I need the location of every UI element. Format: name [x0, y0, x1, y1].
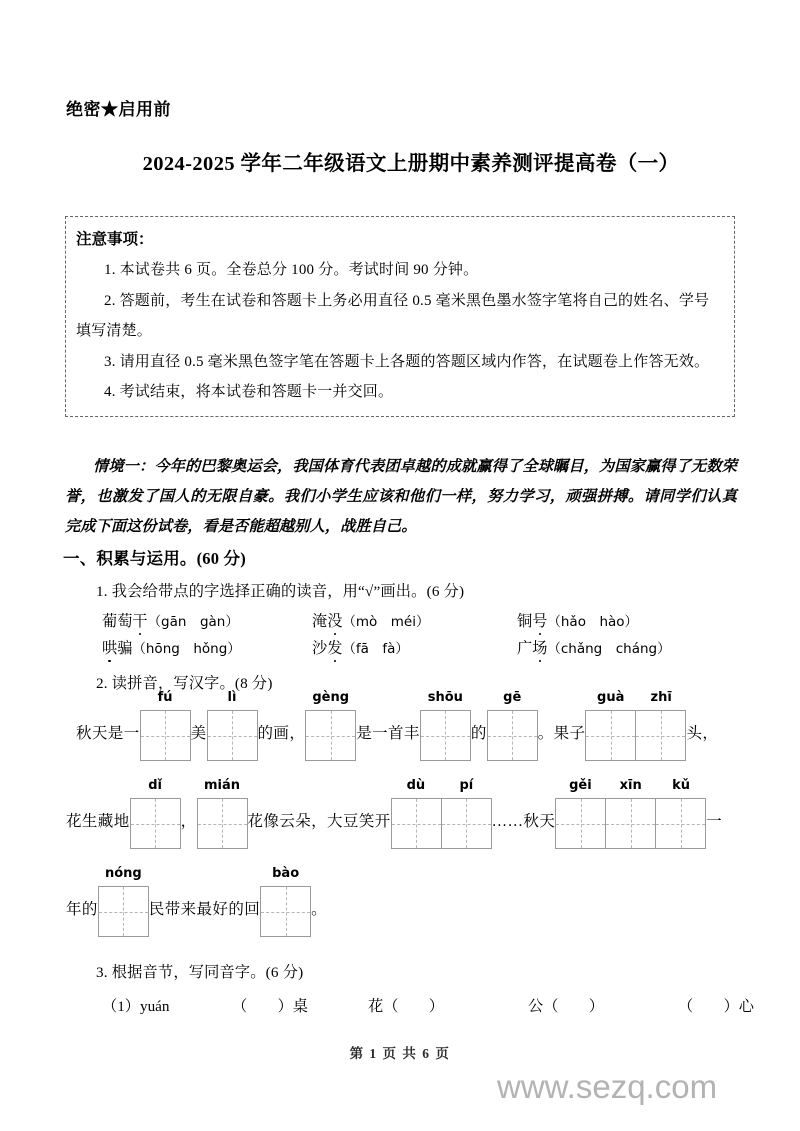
q1-pinyin-options[interactable]: （chǎng cháng） — [547, 641, 671, 657]
q2-answer-grid[interactable] — [197, 778, 248, 849]
q2-pinyin-syllable: nóng — [104, 866, 142, 881]
tianzige-cell[interactable] — [635, 710, 686, 761]
q2-pinyin-hint — [420, 690, 471, 705]
section-title-one: 一、积累与运用。(60 分) — [63, 549, 246, 568]
q2-sentence-text: 。 — [311, 901, 328, 918]
q3-answer-blank[interactable]: 花（ ） — [368, 998, 444, 1015]
q2-pinyin-syllable: pí — [459, 778, 474, 793]
q1-word-prefix: 广 — [517, 640, 533, 657]
q2-answer-grid[interactable] — [555, 778, 706, 849]
tianzige-cell[interactable] — [391, 798, 442, 849]
q1-word-prefix: 铜 — [517, 613, 533, 630]
q3-syllable-label: （1）yuán — [102, 998, 170, 1015]
q2-sentence-text: 秋天是一 — [76, 725, 140, 742]
q2-sentence-text: 是一首丰 — [356, 725, 420, 742]
page-footer: 第 1 页 共 6 页 — [349, 1046, 451, 1061]
q1-emphasis-char: 哄 — [102, 637, 117, 658]
notice-item-4: 4. 考试结束，将本试卷和答题卡一并交回。 — [104, 384, 394, 400]
tianzige-cell[interactable] — [655, 798, 706, 849]
q1-emphasis-char: 场 — [532, 637, 547, 658]
notice-item-1: 1. 本试卷共 6 页。全卷总分 100 分。考试时间 90 分钟。 — [104, 262, 479, 278]
q1-pinyin-options[interactable]: （hōng hǒng） — [132, 641, 241, 657]
q2-pinyin-syllable: shōu — [427, 690, 463, 705]
q2-pinyin-hint — [487, 690, 538, 705]
question-3-row-1 — [102, 995, 754, 1016]
q2-answer-grid[interactable] — [585, 690, 686, 761]
q1-pinyin-options[interactable]: （fā fà） — [342, 641, 409, 657]
q2-answer-grid[interactable] — [420, 690, 471, 761]
q2-pinyin-hint — [585, 690, 686, 705]
q2-pinyin-syllable: dǐ — [148, 778, 162, 793]
question-2-title: 2. 读拼音，写汉字。(8 分) — [96, 675, 273, 692]
tianzige-cell[interactable] — [207, 710, 258, 761]
notice-box — [65, 216, 735, 417]
question-2-line-2 — [66, 778, 723, 849]
scenario-paragraph: 情境一：今年的巴黎奥运会，我国体育代表团卓越的成就赢得了全球瞩目，为国家赢得了无数荣誉，也激发了国人的无限自豪。我们小学生应该和他们一样，努力学习，顽强拼搏。请同学们认真完成下面这份试卷，看是否能超越别人，战胜自己。 — [65, 458, 737, 535]
q2-answer-grid[interactable] — [140, 690, 191, 761]
tianzige-cell[interactable] — [487, 710, 538, 761]
q2-pinyin-syllable: gèng — [312, 690, 350, 705]
notice-item-3: 3. 请用直径 0.5 毫米黑色签字笔在答题卡上各题的答题区域内作答，在试题卷上作答无效。 — [104, 353, 710, 370]
tianzige-cell[interactable] — [305, 710, 356, 761]
q2-sentence-text: ……秋天 — [491, 813, 556, 830]
q2-answer-grid[interactable] — [305, 690, 356, 761]
q2-pinyin-hint — [197, 778, 248, 793]
q3-answer-blank[interactable]: （ ）桌 — [232, 998, 308, 1015]
q2-sentence-text: 。果子 — [537, 725, 586, 742]
tianzige-cell[interactable] — [140, 710, 191, 761]
site-watermark: www.sezq.com — [497, 1068, 718, 1105]
q2-pinyin-hint — [260, 866, 311, 881]
q3-answer-blank[interactable]: 公（ ） — [528, 998, 604, 1015]
q2-sentence-text: 的 — [470, 725, 487, 742]
q2-pinyin-syllable: bào — [272, 866, 300, 881]
q2-pinyin-hint — [98, 866, 149, 881]
question-2-line-3 — [66, 866, 328, 937]
q2-pinyin-hint — [140, 690, 191, 705]
q2-pinyin-syllable: kǔ — [672, 778, 690, 793]
q2-pinyin-syllable: fú — [157, 690, 173, 705]
q2-answer-grid[interactable] — [260, 866, 311, 937]
q2-pinyin-hint — [305, 690, 356, 705]
q1-emphasis-char: 号 — [532, 610, 547, 631]
q2-answer-grid[interactable] — [391, 778, 492, 849]
question-1-title: 1. 我会给带点的字选择正确的读音，用“√”画出。(6 分) — [96, 583, 465, 600]
q1-emphasis-char: 发 — [327, 637, 342, 658]
q2-pinyin-hint — [555, 778, 706, 793]
q2-answer-grid[interactable] — [130, 778, 181, 849]
notice-item-2: 2. 答题前，考生在试卷和答题卡上务必用直径 0.5 毫米黑色墨水签字笔将自己的姓名、学号填写清楚。 — [76, 292, 710, 339]
q2-sentence-text: 美 — [190, 725, 207, 742]
q2-sentence-text: 花生藏地 — [66, 813, 130, 830]
q1-word-suffix: 骗 — [117, 640, 133, 657]
q2-pinyin-syllable: gěi — [569, 778, 592, 793]
q3-answer-blank[interactable]: （ ）心 — [678, 998, 754, 1015]
q1-pinyin-options[interactable]: （mò méi） — [342, 614, 430, 630]
q2-pinyin-hint — [207, 690, 258, 705]
tianzige-cell[interactable] — [605, 798, 656, 849]
q1-emphasis-char: 没 — [327, 610, 342, 631]
tianzige-cell[interactable] — [260, 886, 311, 937]
q2-sentence-text: 头， — [686, 725, 719, 742]
q1-word-prefix: 沙 — [312, 640, 328, 657]
q2-pinyin-syllable: zhī — [650, 690, 672, 705]
q1-choice-item[interactable] — [102, 637, 312, 658]
page-title: 2024-2025 学年二年级语文上册期中素养测评提高卷（一） — [142, 153, 680, 175]
q1-choice-item[interactable] — [312, 610, 517, 631]
question-2-line-1 — [76, 690, 719, 761]
q2-pinyin-hint — [391, 778, 492, 793]
q2-answer-grid[interactable] — [207, 690, 258, 761]
tianzige-cell[interactable] — [420, 710, 471, 761]
q2-answer-grid[interactable] — [98, 866, 149, 937]
q2-sentence-text: 民带来最好的回 — [148, 901, 261, 918]
notice-title: 注意事项： — [76, 231, 154, 248]
q2-answer-grid[interactable] — [487, 690, 538, 761]
q1-choice-item[interactable] — [312, 637, 517, 658]
q2-pinyin-syllable: mián — [204, 778, 241, 793]
q2-sentence-text: ， — [180, 813, 197, 830]
tianzige-cell[interactable] — [441, 798, 492, 849]
q2-sentence-text: 的画， — [257, 725, 306, 742]
q2-pinyin-syllable: xīn — [619, 778, 642, 793]
tianzige-cell[interactable] — [555, 798, 606, 849]
q2-pinyin-syllable: gē — [503, 690, 522, 705]
tianzige-cell[interactable] — [130, 798, 181, 849]
q1-choice-item[interactable] — [517, 610, 638, 631]
q2-sentence-text: 年的 — [66, 901, 98, 918]
tianzige-cell[interactable] — [98, 886, 149, 937]
q2-sentence-text: 一 — [706, 813, 723, 830]
tianzige-cell[interactable] — [585, 710, 636, 761]
secret-label: 绝密★启用前 — [66, 100, 171, 119]
q1-word-prefix: 淹 — [312, 613, 328, 630]
footer-divider — [65, 1040, 735, 1041]
q1-choice-item[interactable] — [102, 610, 312, 631]
q2-sentence-text: 花像云朵，大豆笑开 — [247, 813, 391, 830]
question-1-row-1 — [102, 610, 638, 631]
question-1-row-2 — [102, 637, 671, 658]
q1-pinyin-options[interactable]: （hǎo hào） — [547, 614, 639, 630]
q2-pinyin-hint — [130, 778, 181, 793]
q2-pinyin-syllable: lì — [227, 690, 237, 705]
q1-emphasis-char: 干 — [132, 610, 147, 631]
q1-choice-item[interactable] — [517, 637, 671, 658]
tianzige-cell[interactable] — [197, 798, 248, 849]
q1-pinyin-options[interactable]: （gān gàn） — [147, 614, 239, 630]
q2-pinyin-syllable: dù — [406, 778, 426, 793]
question-3-title: 3. 根据音节，写同音字。(6 分) — [96, 964, 304, 981]
q2-pinyin-syllable: guà — [597, 690, 625, 705]
q1-word-prefix: 葡萄 — [102, 613, 133, 630]
